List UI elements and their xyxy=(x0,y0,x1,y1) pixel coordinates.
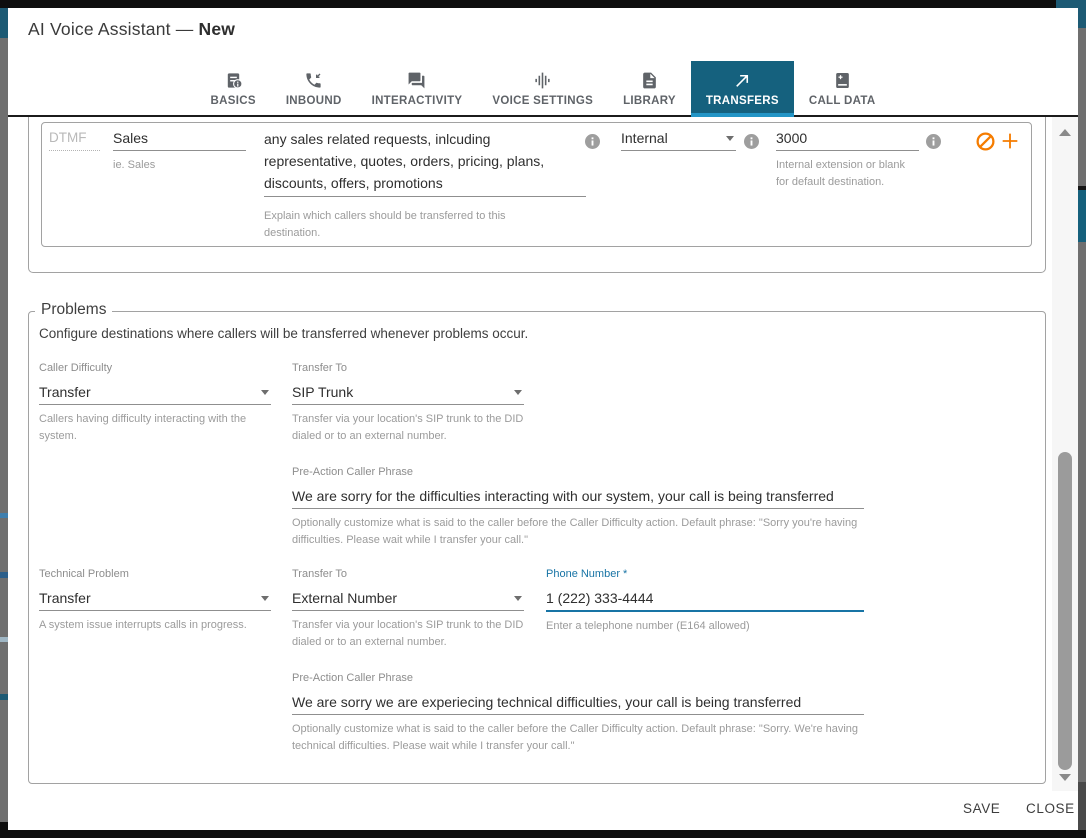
dialog-title-emphasis: New xyxy=(198,19,236,39)
technical-problem-value: Transfer xyxy=(39,590,91,606)
chevron-down-icon xyxy=(514,390,522,395)
page-edge-artifact xyxy=(1056,0,1086,8)
phone-number-hint: Enter a telephone number (E164 allowed) xyxy=(546,620,750,632)
close-button[interactable]: CLOSE xyxy=(1026,801,1075,816)
chevron-down-icon xyxy=(261,390,269,395)
contact-book-icon xyxy=(833,71,852,90)
chevron-down-icon xyxy=(261,596,269,601)
problems-description: Configure destinations where callers will be transferred whenever problems occur. xyxy=(39,326,529,341)
tab-call-data[interactable] xyxy=(794,61,891,117)
page-edge-artifact xyxy=(0,513,8,518)
pre-action-phrase-hint: Optionally customize what is said to the caller before the Caller Difficulty action. Default phrase: "Sorry. We're having technical difficulties. Please wait while I transfer your call." xyxy=(292,723,859,752)
transfer-to-label: Transfer To xyxy=(292,568,348,580)
tab-voice-settings[interactable] xyxy=(477,61,608,117)
chevron-down-icon xyxy=(514,596,522,601)
tab-label: INBOUND xyxy=(285,95,342,107)
dialog-scrollbar[interactable] xyxy=(1052,117,1078,791)
dialog-title-prefix: AI Voice Assistant — xyxy=(28,19,199,39)
tab-label: LIBRARY xyxy=(623,95,676,107)
tab-basics[interactable] xyxy=(196,61,271,117)
transfer-to-field-1 xyxy=(292,362,524,445)
tab-label: BASICS xyxy=(210,95,256,107)
dialog-title xyxy=(28,19,235,40)
caller-difficulty-field xyxy=(39,362,271,445)
info-icon[interactable] xyxy=(926,134,941,149)
extension-hint: Internal extension or blank for default destination. xyxy=(776,159,906,188)
arrow-up-right-icon xyxy=(733,71,752,90)
tab-inbound[interactable] xyxy=(271,61,357,117)
caller-difficulty-hint: Callers having difficulty interacting with the system. xyxy=(39,413,247,442)
caller-difficulty-value: Transfer xyxy=(39,384,91,400)
page-edge-artifact xyxy=(0,572,8,578)
tab-label: TRANSFERS xyxy=(705,95,779,107)
page-edge-artifact xyxy=(0,822,8,830)
page-left-edge xyxy=(0,8,8,830)
document-icon xyxy=(640,71,659,90)
pre-action-phrase-label: Pre-Action Caller Phrase xyxy=(292,672,414,684)
transfer-to-value: External Number xyxy=(292,590,398,606)
phone-inbound-icon xyxy=(304,71,323,90)
tab-transfers[interactable] xyxy=(691,61,794,117)
page-edge-artifact xyxy=(0,694,8,700)
transfer-to-value: SIP Trunk xyxy=(292,384,354,400)
pre-action-phrase-input-1[interactable] xyxy=(292,486,864,506)
caller-difficulty-select[interactable] xyxy=(39,382,271,405)
page-edge-artifact xyxy=(1078,190,1086,242)
transfer-to-hint: Transfer via your location's SIP trunk to the DID dialed or to an external number. xyxy=(292,619,524,648)
pre-action-phrase-hint: Optionally customize what is said to the caller before the Caller Difficulty action. Default phrase: "Sorry you're having difficulties. Please wait while I transfer your call." xyxy=(292,517,858,546)
problems-legend: Problems xyxy=(35,301,112,319)
destination-name-hint: ie. Sales xyxy=(113,159,156,171)
tab-interactivity[interactable] xyxy=(357,61,478,117)
save-button[interactable]: SAVE xyxy=(963,801,1001,816)
transfer-to-select-1[interactable] xyxy=(292,382,524,405)
transfer-to-field-2 xyxy=(292,568,524,651)
page-edge-artifact xyxy=(1078,8,1086,28)
transfer-to-label: Transfer To xyxy=(292,362,348,374)
destination-row-box xyxy=(41,122,1032,247)
technical-problem-field xyxy=(39,568,271,634)
technical-problem-label: Technical Problem xyxy=(39,568,129,580)
scroll-down-icon[interactable] xyxy=(1059,774,1071,781)
dtmf-label: DTMF xyxy=(49,130,100,151)
chevron-down-icon xyxy=(726,136,734,141)
info-icon[interactable] xyxy=(744,134,759,149)
pre-action-phrase-field-1 xyxy=(292,466,864,549)
transfer-to-hint: Transfer via your location's SIP trunk to the DID dialed or to an external number. xyxy=(292,413,524,442)
tab-label: VOICE SETTINGS xyxy=(492,95,594,107)
phone-number-input[interactable] xyxy=(546,588,864,608)
pre-action-phrase-label: Pre-Action Caller Phrase xyxy=(292,466,414,478)
window-bottom-edge xyxy=(0,830,1086,838)
plus-icon[interactable] xyxy=(999,130,1021,152)
phone-number-label: Phone Number * xyxy=(546,568,628,580)
waveform-icon xyxy=(533,71,552,90)
document-info-icon xyxy=(224,71,243,90)
caller-difficulty-label: Caller Difficulty xyxy=(39,362,113,374)
page-edge-artifact xyxy=(1078,782,1086,830)
destination-description-hint: Explain which callers should be transferred to this destination. xyxy=(264,210,506,239)
transfer-type-value: Internal xyxy=(621,130,668,146)
chat-bubbles-icon xyxy=(407,71,426,90)
pre-action-phrase-field-2 xyxy=(292,672,864,755)
window-top-edge xyxy=(0,0,1086,8)
page-edge-artifact xyxy=(0,8,8,38)
destination-name-input[interactable] xyxy=(113,128,246,148)
page-right-edge xyxy=(1078,8,1086,830)
tab-library[interactable] xyxy=(608,61,691,117)
destination-description-input[interactable] xyxy=(264,128,586,197)
extension-field xyxy=(776,128,919,191)
phone-number-field xyxy=(546,568,864,635)
destination-description-field xyxy=(264,128,586,242)
technical-problem-hint: A system issue interrupts calls in progress. xyxy=(39,619,247,631)
destination-name-field xyxy=(113,128,246,174)
info-icon[interactable] xyxy=(585,134,600,149)
pre-action-phrase-input-2[interactable] xyxy=(292,692,864,712)
page-edge-artifact xyxy=(0,637,8,642)
transfer-type-select[interactable] xyxy=(621,128,736,151)
transfer-to-select-2[interactable] xyxy=(292,588,524,611)
block-icon[interactable] xyxy=(975,131,996,152)
extension-input[interactable] xyxy=(776,128,919,148)
tab-label: CALL DATA xyxy=(808,95,876,107)
tabbar xyxy=(8,61,1078,117)
scrollbar-thumb[interactable] xyxy=(1058,452,1072,770)
problems-section xyxy=(28,301,1046,784)
technical-problem-select[interactable] xyxy=(39,588,271,611)
tab-label: INTERACTIVITY xyxy=(371,95,463,107)
scroll-up-icon[interactable] xyxy=(1059,129,1071,136)
